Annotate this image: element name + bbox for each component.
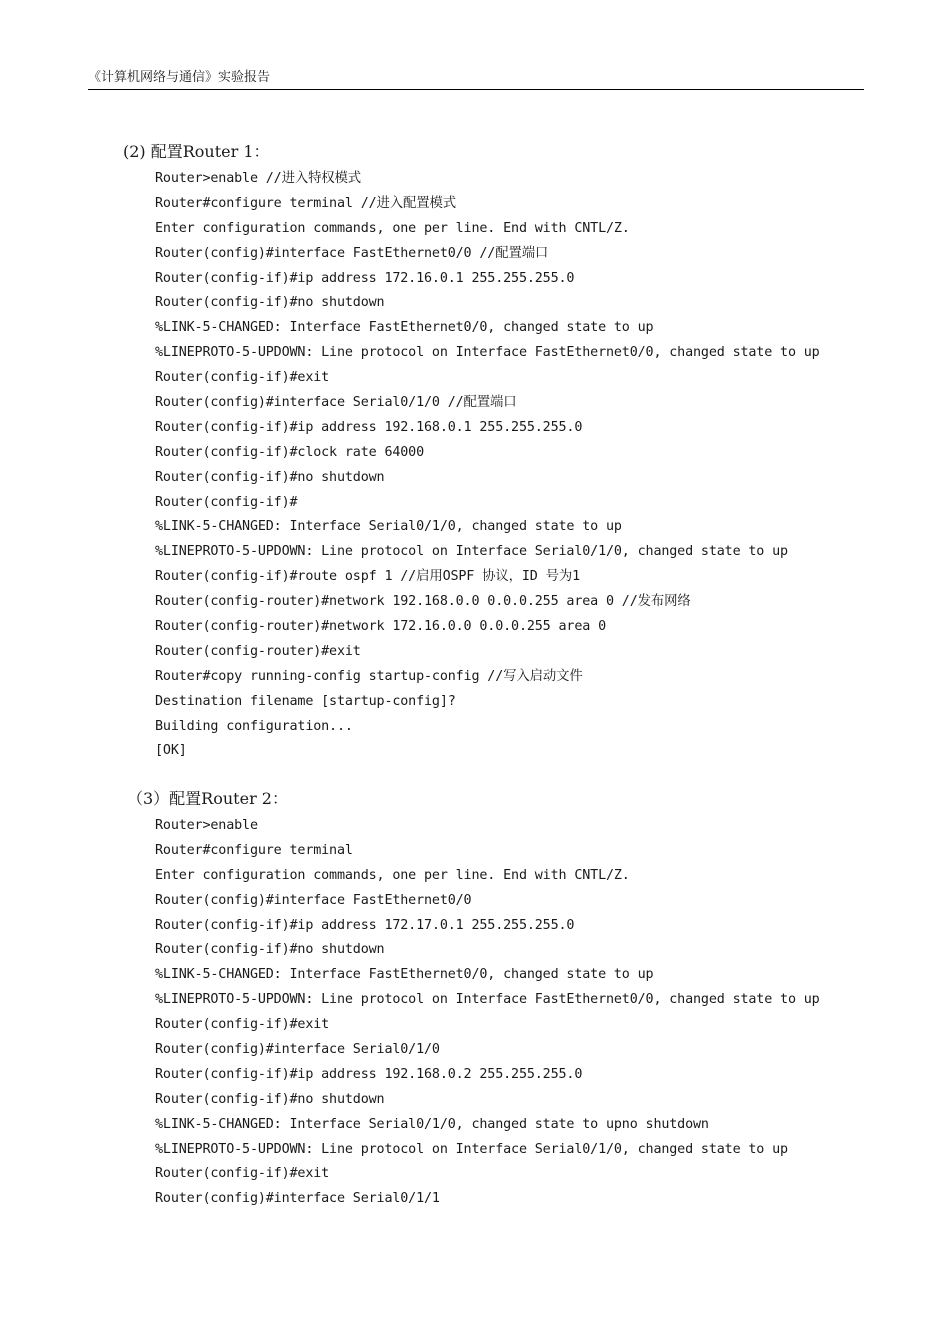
config-lines-router-1 — [155, 167, 820, 764]
config-line: Router(config-if)#no shutdown — [155, 469, 385, 485]
config-line: Router(config-if)#exit — [155, 1017, 330, 1033]
config-line: Router(config-if)#exit — [155, 1166, 330, 1182]
config-line: Enter configuration commands, one per line. End with CNTL/Z. — [155, 220, 630, 236]
config-line: Router(config-if)#route ospf 1 //启用OSPF 协议，ID 号为1 — [155, 569, 580, 585]
page-header — [88, 70, 864, 90]
config-line: Router(config-router)#exit — [155, 643, 361, 659]
config-line: Router(config)#interface FastEthernet0/0 //配置端口 — [155, 245, 549, 261]
config-line: Router(config)#interface Serial0/1/0 //配置端口 — [155, 395, 517, 411]
config-line: %LINK-5-CHANGED: Interface Serial0/1/0, changed state to up — [155, 519, 622, 535]
config-line: Router(config-if)#clock rate 64000 — [155, 444, 425, 460]
config-line: Router(config-router)#network 172.16.0.0 0.0.0.255 area 0 — [155, 619, 606, 635]
config-line: %LINK-5-CHANGED: Interface Serial0/1/0, changed state to upno shutdown — [155, 1116, 709, 1132]
config-line: Building configuration... — [155, 718, 353, 734]
config-line: Router(config-if)#ip address 192.168.0.2 255.255.255.0 — [155, 1066, 583, 1082]
config-line: %LINK-5-CHANGED: Interface FastEthernet0/0, changed state to up — [155, 320, 654, 336]
section-title-router-2: （3）配置Router 2： — [127, 789, 288, 808]
config-line: Router(config-if)#ip address 172.17.0.1 255.255.255.0 — [155, 917, 575, 933]
config-line: Enter configuration commands, one per line. End with CNTL/Z. — [155, 867, 630, 883]
config-line: Router#copy running-config startup-config //写入启动文件 — [155, 668, 583, 684]
config-line: %LINEPROTO-5-UPDOWN: Line protocol on Interface Serial0/1/0, changed state to up — [155, 544, 788, 560]
config-line: Router#configure terminal //进入配置模式 — [155, 195, 456, 211]
config-line: %LINEPROTO-5-UPDOWN: Line protocol on Interface Serial0/1/0, changed state to up — [155, 1141, 788, 1157]
config-line: Router(config-if)#no shutdown — [155, 1091, 385, 1107]
config-line: %LINK-5-CHANGED: Interface FastEthernet0/0, changed state to up — [155, 967, 654, 983]
config-line: Router(config-if)#ip address 192.168.0.1 255.255.255.0 — [155, 419, 583, 435]
config-line: Router>enable //进入特权模式 — [155, 171, 362, 186]
config-line: Destination filename [startup-config]? — [155, 693, 456, 709]
config-line: Router(config-router)#network 192.168.0.0 0.0.0.255 area 0 //发布网络 — [155, 594, 691, 610]
config-line: Router(config)#interface Serial0/1/1 — [155, 1191, 440, 1207]
config-line: Router#configure terminal — [155, 842, 353, 858]
header-title: 《计算机网络与通信》实验报告 — [88, 70, 271, 85]
config-line: Router(config-if)#no shutdown — [155, 295, 385, 311]
config-line: Router(config-if)#ip address 172.16.0.1 255.255.255.0 — [155, 270, 575, 286]
section-title-router-1: (2) 配置Router 1： — [123, 142, 270, 161]
config-line: Router(config-if)# — [155, 494, 298, 510]
config-line: %LINEPROTO-5-UPDOWN: Line protocol on Interface FastEthernet0/0, changed state to up — [155, 992, 820, 1008]
config-line: Router>enable — [155, 818, 258, 833]
config-line: [OK] — [155, 743, 187, 759]
config-line: Router(config-if)#exit — [155, 370, 330, 386]
config-line: %LINEPROTO-5-UPDOWN: Line protocol on Interface FastEthernet0/0, changed state to up — [155, 345, 820, 361]
config-lines-router-2 — [155, 814, 820, 1212]
config-line: Router(config)#interface Serial0/1/0 — [155, 1042, 440, 1058]
config-line: Router(config-if)#no shutdown — [155, 942, 385, 958]
config-line: Router(config)#interface FastEthernet0/0 — [155, 892, 472, 908]
